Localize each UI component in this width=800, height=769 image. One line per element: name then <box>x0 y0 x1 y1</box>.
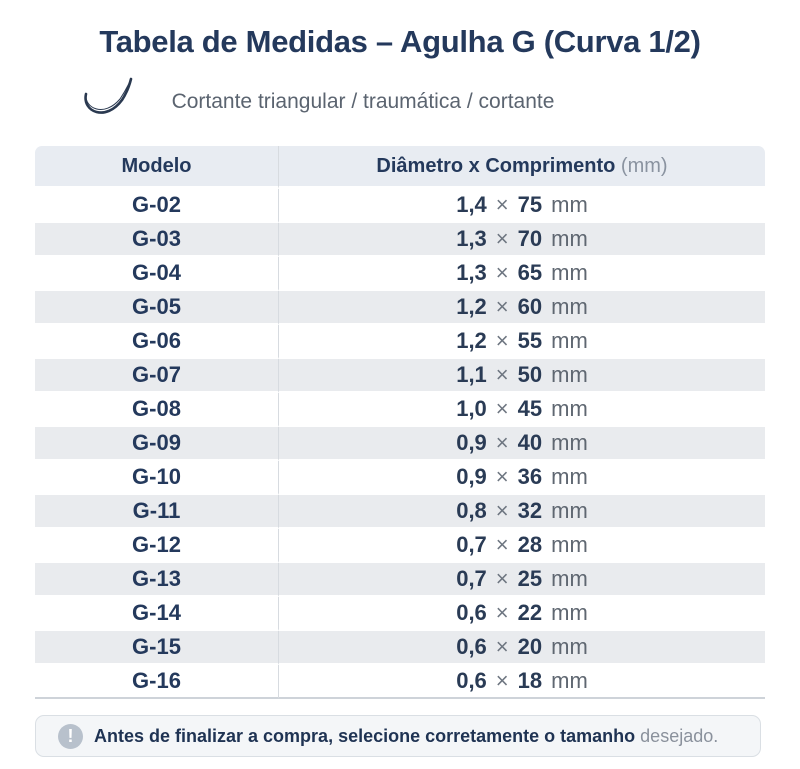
multiply-sign: × <box>495 226 509 251</box>
unit-label: mm <box>551 532 588 557</box>
length-value: 55 <box>517 328 543 353</box>
dimension-cell <box>278 597 765 631</box>
table-row <box>35 189 765 223</box>
table-row <box>35 393 765 427</box>
unit-label: mm <box>551 566 588 591</box>
unit-label: mm <box>551 328 588 353</box>
length-value: 70 <box>517 226 543 251</box>
length-value: 32 <box>517 498 543 523</box>
size-table <box>35 146 765 699</box>
multiply-sign: × <box>495 396 509 421</box>
multiply-sign: × <box>495 634 509 659</box>
multiply-sign: × <box>495 532 509 557</box>
column-header-dimensions-label: Diâmetro x Comprimento <box>376 154 616 177</box>
dimension-cell <box>278 665 765 699</box>
notice-regular-text: desejado. <box>640 725 719 746</box>
model-cell: G-10 <box>35 461 278 495</box>
diameter-value: 0,9 <box>456 430 487 455</box>
unit-label: mm <box>551 226 588 251</box>
diameter-value: 0,7 <box>456 566 487 591</box>
length-value: 40 <box>517 430 543 455</box>
model-cell: G-15 <box>35 631 278 665</box>
length-value: 22 <box>517 600 543 625</box>
table-row <box>35 257 765 291</box>
model-cell: G-02 <box>35 189 278 223</box>
diameter-value: 1,3 <box>456 260 487 285</box>
length-value: 28 <box>517 532 543 557</box>
unit-label: mm <box>551 464 588 489</box>
diameter-value: 0,6 <box>456 600 487 625</box>
model-cell: G-12 <box>35 529 278 563</box>
diameter-value: 0,6 <box>456 668 487 693</box>
notice-text <box>94 726 718 747</box>
multiply-sign: × <box>495 328 509 353</box>
curved-needle-icon <box>76 74 142 130</box>
unit-label: mm <box>551 362 588 387</box>
multiply-sign: × <box>495 566 509 591</box>
page-title: Tabela de Medidas – Agulha G (Curva 1/2) <box>99 24 701 59</box>
diameter-value: 1,2 <box>456 294 487 319</box>
length-value: 60 <box>517 294 543 319</box>
dimension-cell <box>278 529 765 563</box>
unit-label: mm <box>551 430 588 455</box>
table-row <box>35 325 765 359</box>
table-row <box>35 495 765 529</box>
notice-bold-text: Antes de finalizar a compra, selecione corretamente o tamanho <box>94 725 636 746</box>
dimension-cell <box>278 325 765 359</box>
model-cell: G-13 <box>35 563 278 597</box>
length-value: 50 <box>517 362 543 387</box>
model-cell: G-14 <box>35 597 278 631</box>
diameter-value: 1,0 <box>456 396 487 421</box>
multiply-sign: × <box>495 362 509 387</box>
dimension-cell <box>278 631 765 665</box>
dimension-cell <box>278 223 765 257</box>
multiply-sign: × <box>495 430 509 455</box>
unit-label: mm <box>551 294 588 319</box>
diameter-value: 0,7 <box>456 532 487 557</box>
notice-banner <box>35 715 761 757</box>
diameter-value: 1,4 <box>456 192 487 217</box>
multiply-sign: × <box>495 668 509 693</box>
diameter-value: 0,6 <box>456 634 487 659</box>
diameter-value: 1,1 <box>456 362 487 387</box>
unit-label: mm <box>551 498 588 523</box>
model-cell: G-16 <box>35 665 278 699</box>
unit-label: mm <box>551 600 588 625</box>
table-row <box>35 427 765 461</box>
multiply-sign: × <box>495 498 509 523</box>
table-row <box>35 631 765 665</box>
model-cell: G-06 <box>35 325 278 359</box>
exclamation-icon: ! <box>58 724 83 749</box>
diameter-value: 0,9 <box>456 464 487 489</box>
multiply-sign: × <box>495 192 509 217</box>
unit-label: mm <box>551 192 588 217</box>
table-row <box>35 529 765 563</box>
column-header-unit: (mm) <box>620 154 668 177</box>
table-row <box>35 563 765 597</box>
model-cell: G-03 <box>35 223 278 257</box>
length-value: 75 <box>517 192 543 217</box>
table-row <box>35 291 765 325</box>
diameter-value: 1,3 <box>456 226 487 251</box>
model-cell: G-05 <box>35 291 278 325</box>
dimension-cell <box>278 189 765 223</box>
table-body <box>35 189 765 699</box>
multiply-sign: × <box>495 294 509 319</box>
multiply-sign: × <box>495 260 509 285</box>
dimension-cell <box>278 461 765 495</box>
table-row <box>35 665 765 699</box>
unit-label: mm <box>551 396 588 421</box>
length-value: 65 <box>517 260 543 285</box>
diameter-value: 0,8 <box>456 498 487 523</box>
dimension-cell <box>278 563 765 597</box>
length-value: 36 <box>517 464 543 489</box>
multiply-sign: × <box>495 600 509 625</box>
column-header-modelo: Modelo <box>35 146 278 189</box>
unit-label: mm <box>551 668 588 693</box>
length-value: 25 <box>517 566 543 591</box>
model-cell: G-09 <box>35 427 278 461</box>
column-header-dimensions <box>278 146 765 189</box>
dimension-cell <box>278 427 765 461</box>
dimension-cell <box>278 359 765 393</box>
dimension-cell <box>278 291 765 325</box>
dimension-cell <box>278 393 765 427</box>
model-cell: G-07 <box>35 359 278 393</box>
dimension-cell <box>278 257 765 291</box>
table-row <box>35 597 765 631</box>
diameter-value: 1,2 <box>456 328 487 353</box>
model-cell: G-04 <box>35 257 278 291</box>
model-cell: G-08 <box>35 393 278 427</box>
table-row <box>35 461 765 495</box>
length-value: 20 <box>517 634 543 659</box>
length-value: 45 <box>517 396 543 421</box>
model-cell: G-11 <box>35 495 278 529</box>
table-row <box>35 223 765 257</box>
multiply-sign: × <box>495 464 509 489</box>
length-value: 18 <box>517 668 543 693</box>
subtitle: Cortante triangular / traumática / cortante <box>171 90 555 113</box>
dimension-cell <box>278 495 765 529</box>
subtitle-row <box>76 74 555 130</box>
table-header-row <box>35 146 765 189</box>
table-row <box>35 359 765 393</box>
unit-label: mm <box>551 260 588 285</box>
unit-label: mm <box>551 634 588 659</box>
